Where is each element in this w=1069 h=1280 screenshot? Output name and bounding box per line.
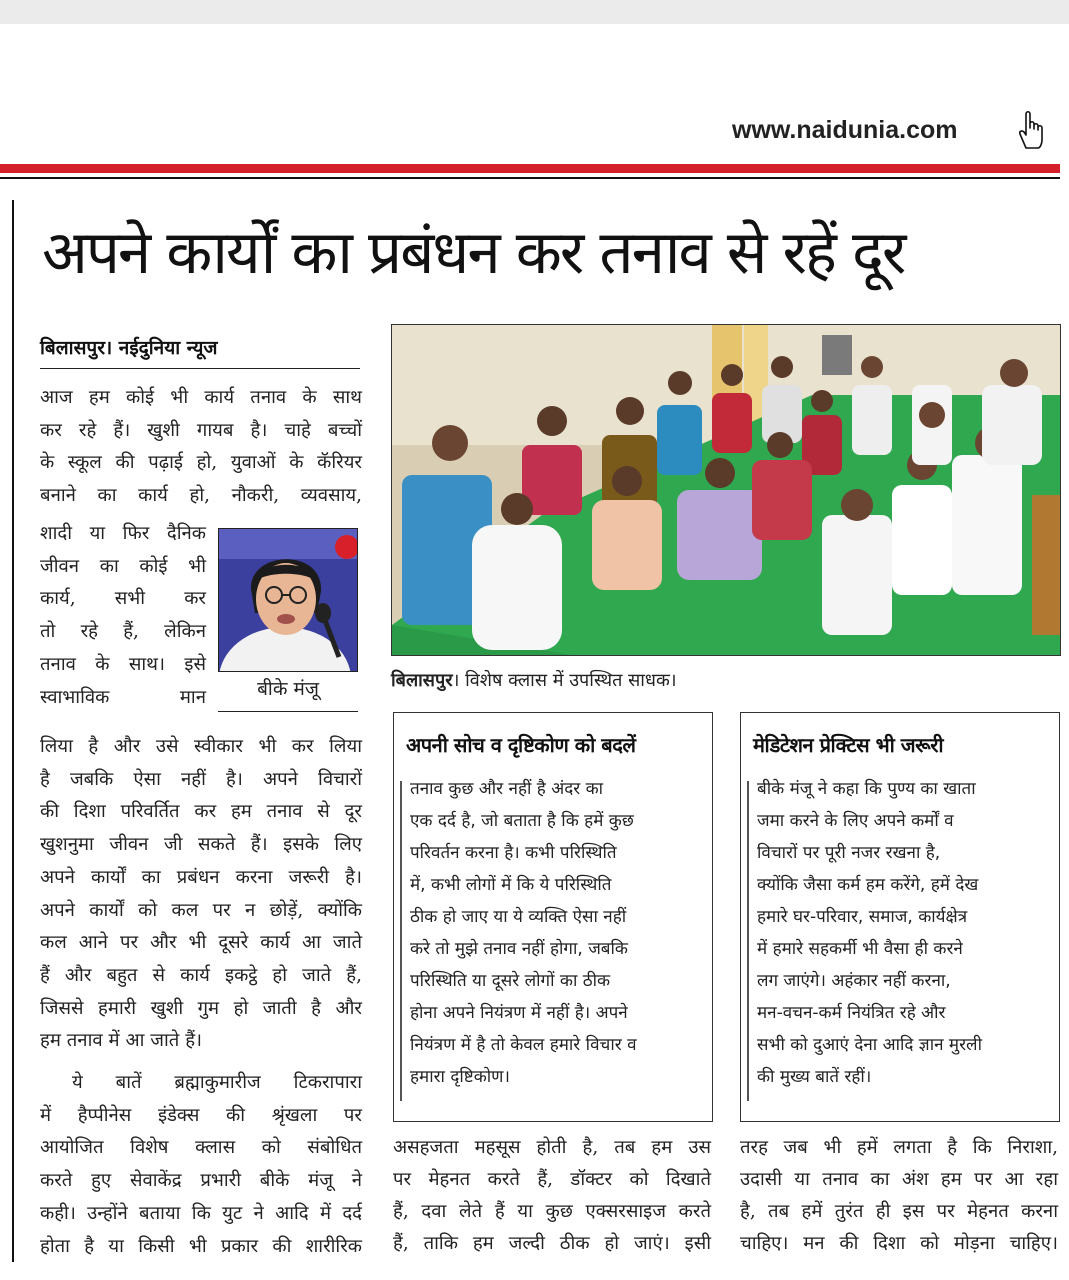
text-line: बनाने का कार्य हो, नौकरी, व्यवसाय,: [40, 485, 362, 507]
text-line: स्वाभाविक मान: [40, 686, 206, 708]
portrait-caption: बीके मंजू: [257, 678, 319, 700]
text-line: जीवन का कोई भी: [40, 555, 206, 577]
portrait-caption-rule: [218, 711, 358, 712]
text-line: में हमारे सहकर्मी भी वैसा ही करने: [757, 939, 963, 959]
text-line: विचारों पर पूरी नजर रखना है,: [757, 843, 941, 863]
text-line: अपने कार्यों का प्रबंधन करना जरूरी है।: [40, 866, 362, 888]
text-line: असहजता महसूस होती है, तब हम उस: [393, 1137, 711, 1158]
text-line: करते हुए सेवाकेंद्र प्रभारी बीके मंजू ने: [40, 1170, 362, 1192]
hand-pointer-icon: [1012, 108, 1048, 152]
text-line: हैं और बहुत से कार्य इकट्ठे हो जाते हैं,: [40, 964, 362, 986]
sidebar-box-left: [393, 712, 713, 1122]
text-line: हैं, दवा लेते हैं या कुछ एक्सरसाइज करते: [393, 1201, 711, 1222]
text-line: परिस्थिति या दूसरे लोगों का ठीक: [410, 971, 611, 991]
text-line: होता है या किसी भी प्रकार की शारीरिक: [40, 1235, 362, 1257]
text-line: अपने कार्यों को कल पर न छोड़ें, क्योंकि: [40, 899, 362, 921]
text-line: करे तो मुझे तनाव नहीं होगा, जबकि: [410, 939, 628, 959]
text-line: तनाव के साथ। इसे: [40, 653, 206, 675]
header-red-rule: [0, 164, 1060, 173]
text-line: शादी या फिर दैनिक: [40, 523, 206, 544]
text-line: तनाव कुछ और नहीं है अंदर का: [410, 779, 604, 799]
photo-caption-text: । विशेष क्लास में उपस्थित साधक।: [452, 670, 677, 691]
text-line: कल आने पर और भी दूसरे कार्य आ जाते: [40, 932, 362, 954]
text-line: हमारा दृष्टिकोण।: [410, 1067, 510, 1087]
text-line: हैं, ताकि हम जल्दी ठीक हो जाएं। इसी: [393, 1233, 711, 1254]
text-line: ये बातें ब्रह्माकुमारीज टिकरापारा: [72, 1072, 362, 1093]
text-line: नियंत्रण में है तो केवल हमारे विचार व: [410, 1035, 637, 1055]
box-bracket: [747, 781, 749, 1101]
text-line: है, तब हमें तुरंत ही इस पर मेहनत करना: [740, 1201, 1058, 1222]
sidebar-box-right: [740, 712, 1060, 1122]
box-body: [757, 773, 1049, 1093]
text-line: है जबकि ऐसा नहीं है। अपने विचारों: [40, 768, 362, 790]
column-1-body: [40, 731, 362, 1058]
text-line: आज हम कोई भी कार्य तनाव के साथ: [40, 387, 362, 408]
text-line: मन-वचन-कर्म नियंत्रित रहे और: [757, 1003, 946, 1023]
text-line: कार्य, सभी कर: [40, 588, 206, 610]
header-black-rule: [0, 177, 1060, 179]
column-2-continued: [393, 1132, 711, 1260]
text-line: हमारे घर-परिवार, समाज, कार्यक्षेत्र: [757, 907, 968, 927]
text-line: की मुख्य बातें रहीं।: [757, 1067, 872, 1087]
column-1-intro: [40, 382, 362, 513]
box-body: [410, 773, 702, 1093]
box-title: मेडिटेशन प्रेक्टिस भी जरूरी: [753, 733, 944, 757]
text-line: जमा करने के लिए अपने कर्मों व: [757, 811, 954, 831]
text-line: उदासी या तनाव का अंश हम पर आ रहा: [740, 1169, 1058, 1190]
text-line: होना अपने नियंत्रण में नहीं है। अपने: [410, 1003, 628, 1023]
class-photo: [391, 324, 1061, 656]
dateline: बिलासपुर। नईदुनिया न्यूज: [40, 337, 218, 359]
text-line: क्योंकि जैसा कर्म हम करेंगे, हमें देख: [757, 875, 979, 895]
site-url[interactable]: www.naidunia.com: [732, 116, 958, 144]
text-line: हम तनाव में आ जाते हैं।: [40, 1030, 203, 1052]
text-line: आयोजित विशेष क्लास को संबोधित: [40, 1137, 362, 1159]
dateline-rule: [40, 368, 360, 369]
text-line: एक दर्द है, जो बताता है कि हमें कुछ: [410, 811, 634, 831]
text-line: चाहिए। मन की दिशा को मोड़ना चाहिए।: [740, 1233, 1058, 1254]
text-line: लग जाएंगे। अहंकार नहीं करना,: [757, 971, 951, 991]
text-line: पर मेहनत करते हैं, डॉक्टर को दिखाते: [393, 1169, 711, 1190]
column-3-continued: [740, 1132, 1058, 1260]
text-line: बीके मंजू ने कहा कि पुण्य का खाता: [757, 779, 976, 799]
column-1-wrap: [40, 518, 206, 714]
text-line: सभी को दुआएं देना आदि ज्ञान मुरली: [757, 1035, 982, 1055]
text-line: की दिशा परिवर्तित कर हम तनाव से दूर: [40, 801, 362, 823]
photo-caption-place: बिलासपुर: [391, 670, 453, 691]
portrait-photo: [218, 528, 358, 672]
column-1-continued: [40, 1067, 362, 1263]
text-line: कही। उन्होंने बताया कि युट ने आदि में दर्द: [40, 1202, 362, 1224]
text-line: में हैप्पीनेस इंडेक्स की श्रृंखला पर: [40, 1104, 362, 1126]
box-title: अपनी सोच व दृष्टिकोण को बदलें: [406, 733, 636, 757]
article-headline: अपने कार्यों का प्रबंधन कर तनाव से रहें दूर: [42, 218, 905, 288]
box-bracket: [400, 781, 402, 1101]
photo-caption: [391, 668, 677, 692]
text-line: तो रहे हैं, लेकिन: [40, 621, 206, 643]
text-line: में, कभी लोगों में कि ये परिस्थिति: [410, 875, 612, 895]
left-page-border: [0, 200, 14, 1262]
text-line: जिससे हमारी खुशी गुम हो जाती है और: [40, 997, 362, 1019]
viewer-top-bar: [0, 0, 1069, 24]
text-line: के स्कूल की पढ़ाई हो, युवाओं के कॅरियर: [40, 452, 362, 474]
text-line: कर रहे हैं। खुशी गायब है। चाहे बच्चों: [40, 419, 362, 441]
text-line: खुशनुमा जीवन जी सकते हैं। इसके लिए: [40, 834, 362, 856]
text-line: ठीक हो जाए या ये व्यक्ति ऐसा नहीं: [410, 907, 627, 927]
text-line: तरह जब भी हमें लगता है कि निराशा,: [740, 1137, 1058, 1158]
text-line: लिया है और उसे स्वीकार भी कर लिया: [40, 736, 362, 757]
text-line: परिवर्तन करना है। कभी परिस्थिति: [410, 843, 617, 863]
